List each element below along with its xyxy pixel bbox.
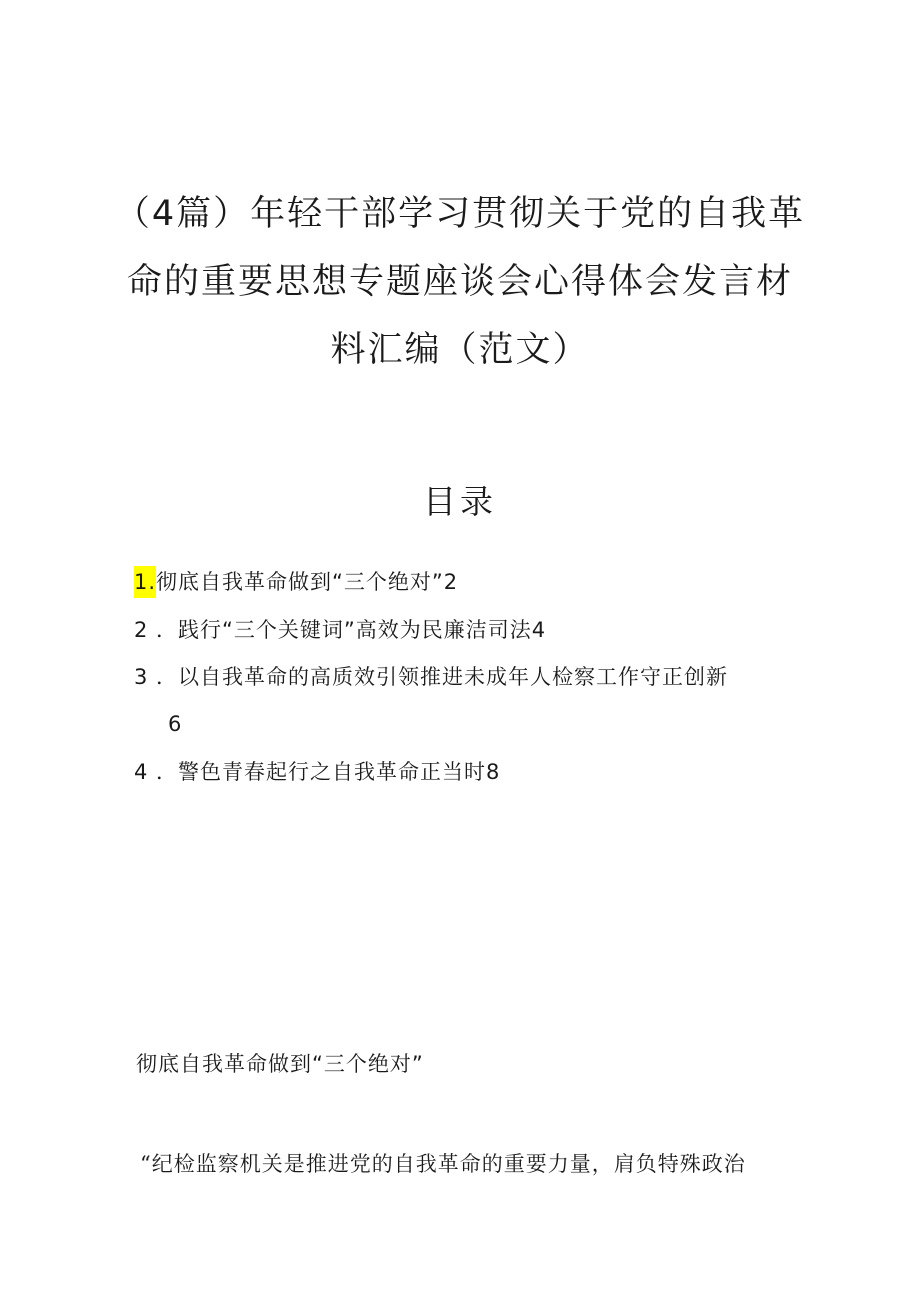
toc-item-text: 以自我革命的高质效引领推进未成年人检察工作守正创新 (178, 665, 729, 689)
toc-heading: 目录 (423, 482, 497, 521)
body-paragraph: “纪检监察机关是推进党的自我革命的重要力量，肩负特殊政治 (140, 1152, 746, 1176)
title-line-2: 命的重要思想专题座谈会心得体会发言材 (126, 262, 793, 302)
toc-item-1[interactable] (134, 566, 458, 598)
toc-item-4[interactable] (134, 756, 500, 788)
toc-item-3[interactable] (134, 661, 728, 693)
title-line-1: （4篇）年轻干部学习贯彻关于党的自我革 (114, 194, 806, 234)
toc-item-text: 践行“三个关键词”高效为民廉洁司法4 (178, 618, 547, 642)
title-line-3: 料汇编（范文） (330, 330, 590, 370)
toc-item-2[interactable] (134, 614, 546, 646)
toc-item-3-page: 6 (168, 712, 182, 736)
document-title (100, 180, 820, 384)
toc-item-number: 3 ． (134, 665, 179, 689)
toc-item-number: 2 ． (134, 618, 179, 642)
toc-item-text: 警色青春起行之自我革命正当时8 (178, 760, 501, 784)
toc-item-text: 彻底自我革命做到“三个绝对”2 (156, 570, 459, 594)
toc-item-number: 1. (134, 566, 156, 598)
section-heading: 彻底自我革命做到“三个绝对” (136, 1052, 424, 1076)
toc-item-number: 4 ． (134, 760, 179, 784)
